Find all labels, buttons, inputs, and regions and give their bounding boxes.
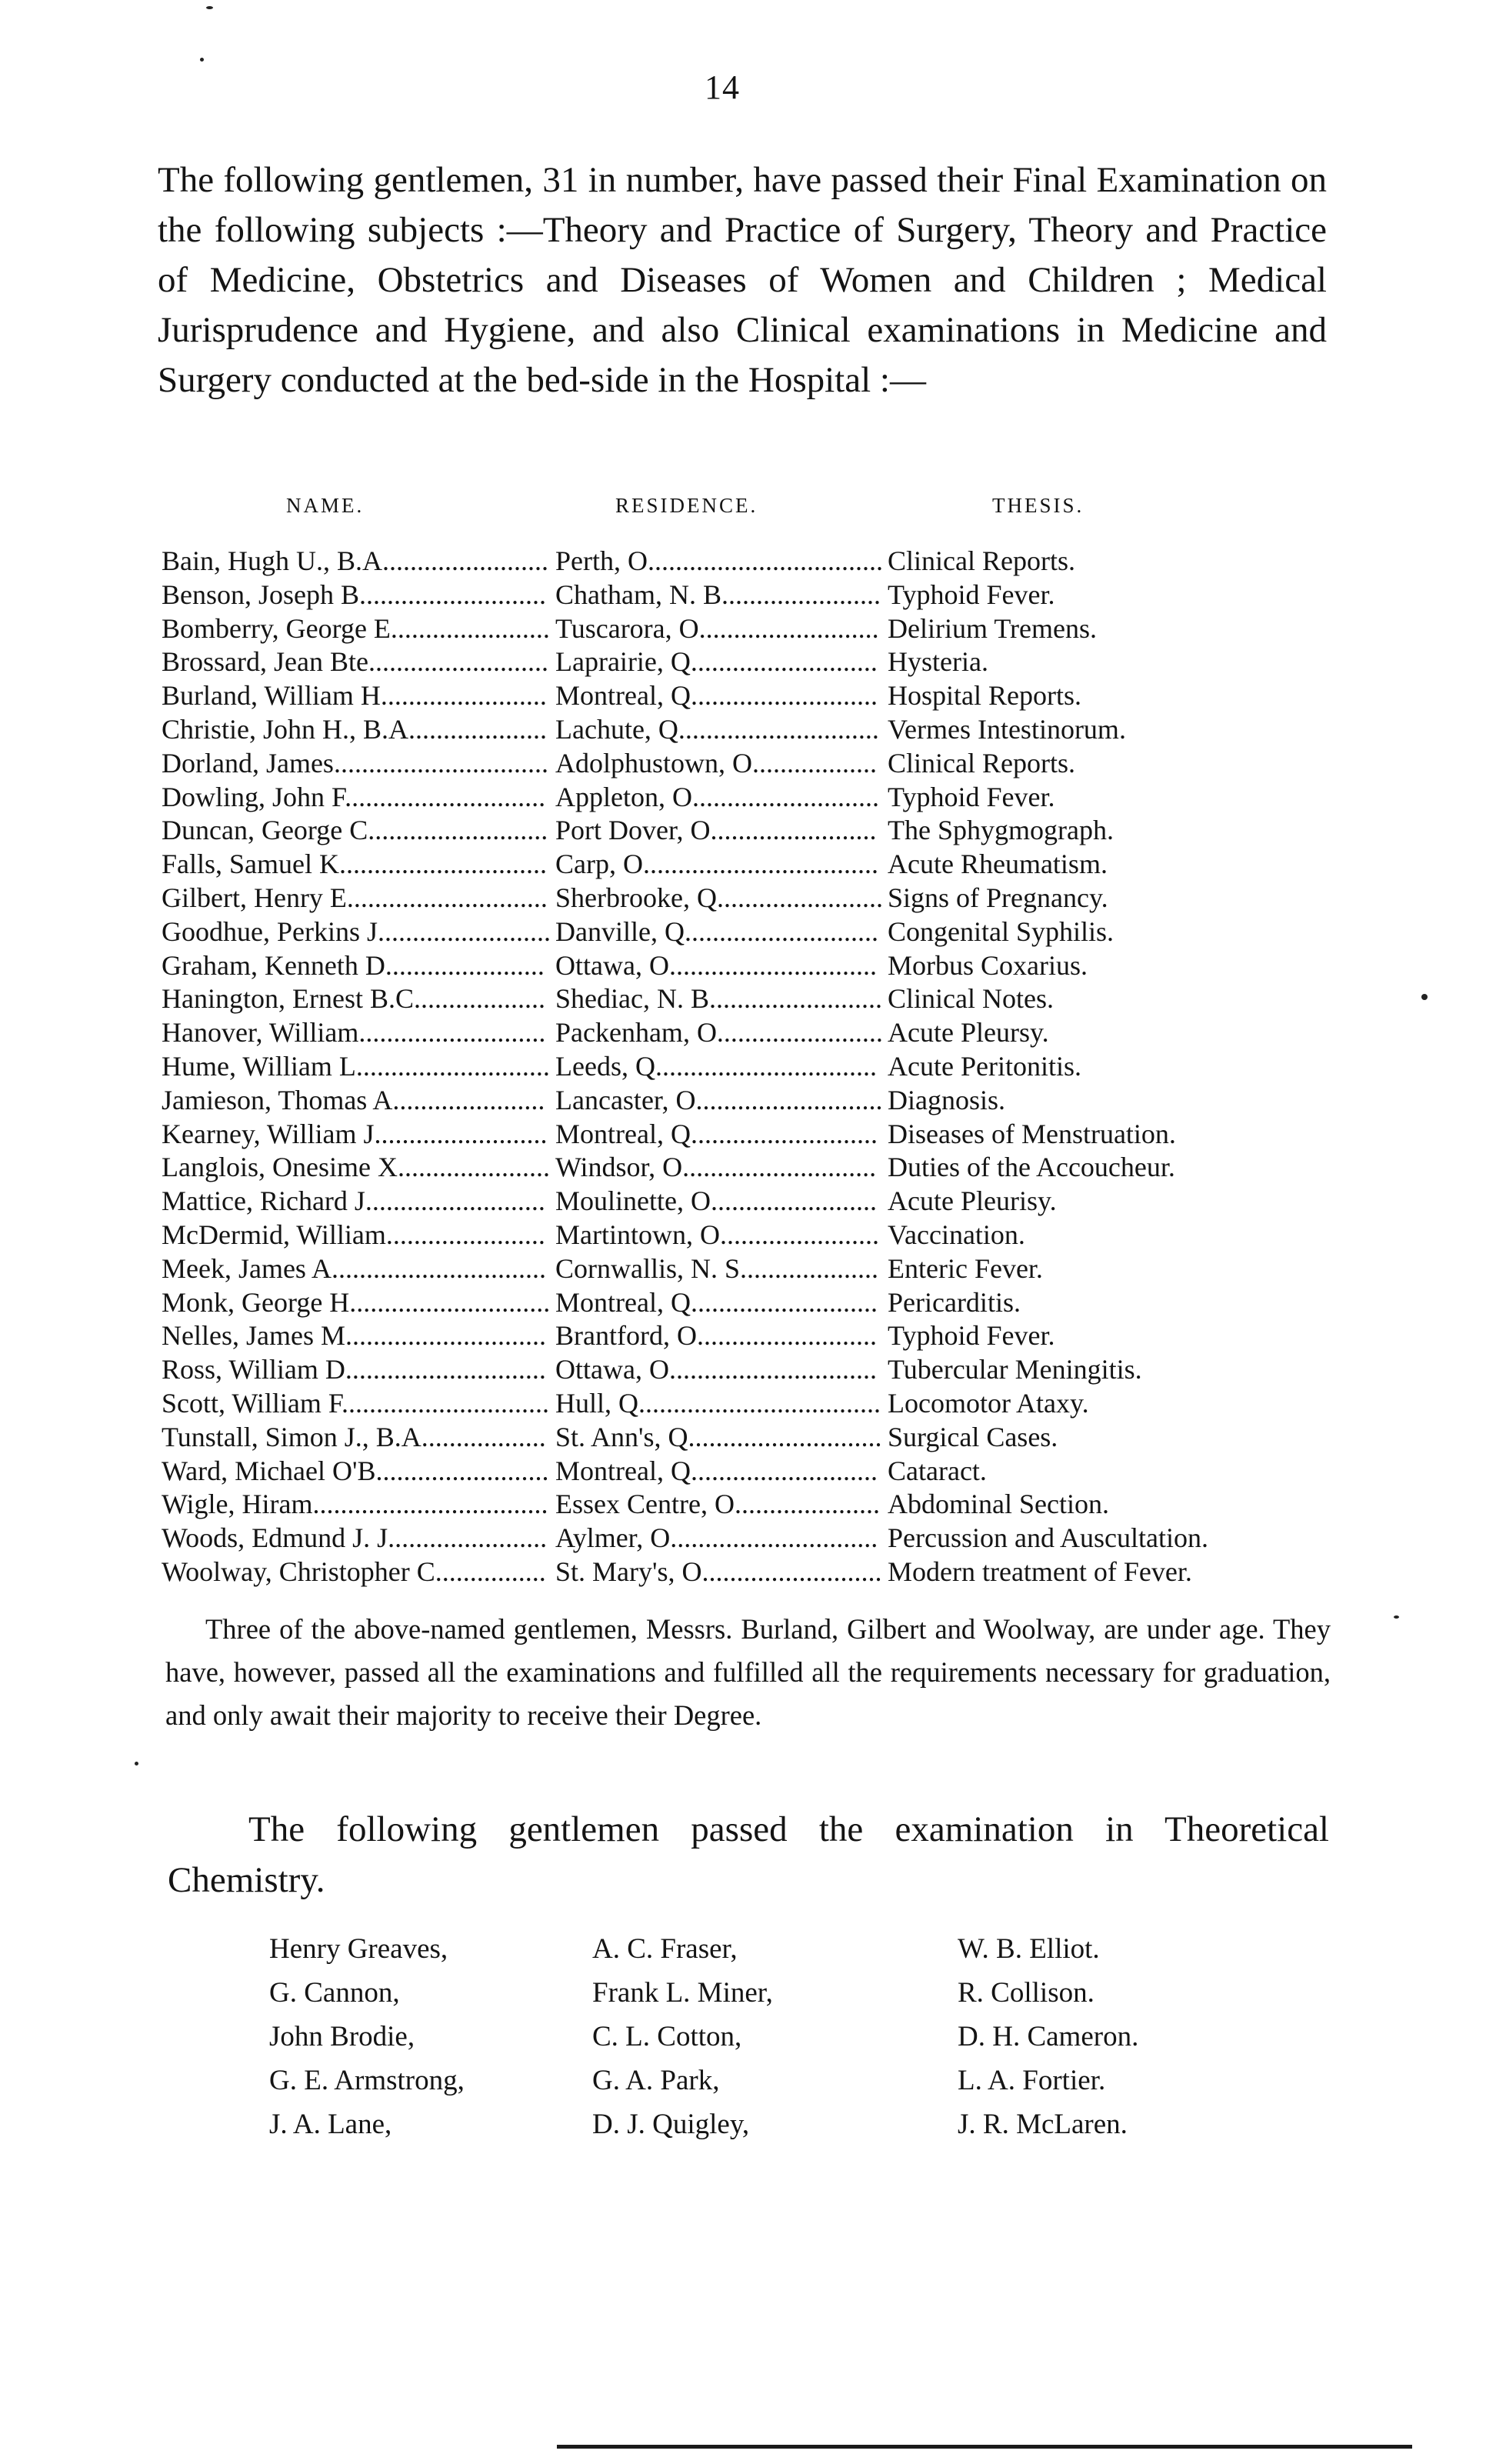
- graduate-thesis: Clinical Notes.: [888, 983, 1054, 1015]
- chemistry-name: A. C. Fraser,: [592, 1933, 738, 1965]
- graduate-row: [162, 1050, 1315, 1084]
- graduate-thesis: Surgical Cases.: [888, 1421, 1058, 1452]
- header-thesis: THESIS.: [992, 494, 1085, 517]
- graduate-row: [162, 1252, 1315, 1286]
- graduate-residence: Hull, Q...................................: [555, 1387, 881, 1419]
- graduate-name: Langlois, Onesime X......................: [162, 1152, 550, 1183]
- graduate-residence: Montreal, Q...........................: [555, 1286, 878, 1318]
- scan-speck: [206, 6, 213, 9]
- graduate-thesis: Abdominal Section.: [888, 1489, 1109, 1520]
- under-age-note: [165, 1608, 1331, 1737]
- chemistry-heading-text: The following gentlemen passed the examination in Theoretical Chemistry.: [168, 1809, 1329, 1900]
- chemistry-name: G. A. Park,: [592, 2065, 720, 2096]
- graduate-thesis: The Sphygmograph.: [888, 815, 1114, 846]
- graduate-residence: Lancaster, O...........................: [555, 1084, 883, 1115]
- graduate-residence: Windsor, O............................: [555, 1152, 877, 1183]
- page-bottom-rule: [557, 2445, 1412, 2449]
- header-name: NAME.: [286, 494, 365, 517]
- graduate-residence: Shediac, N. B.........................: [555, 983, 882, 1015]
- graduate-thesis: Clinical Reports.: [888, 747, 1075, 779]
- graduate-thesis: Duties of the Accoucheur.: [888, 1152, 1175, 1183]
- graduate-thesis: Enteric Fever.: [888, 1252, 1043, 1284]
- graduate-name: Tunstall, Simon J., B.A..................: [162, 1421, 546, 1452]
- graduate-name: Christie, John H., B.A....................: [162, 713, 548, 745]
- graduate-name: Duncan, George C..........................: [162, 815, 548, 846]
- graduate-row: [162, 713, 1315, 747]
- graduate-thesis: Tubercular Meningitis.: [888, 1354, 1142, 1385]
- graduate-residence: Chatham, N. B.......................: [555, 578, 881, 610]
- graduate-name: Benson, Joseph B...........................: [162, 578, 547, 610]
- graduate-row: [162, 882, 1315, 915]
- graduate-residence: Packenham, O........................: [555, 1017, 883, 1049]
- graduate-residence: Brantford, O..........................: [555, 1320, 877, 1352]
- chemistry-name: L. A. Fortier.: [958, 2065, 1106, 2096]
- chemistry-name: W. B. Elliot.: [958, 1933, 1100, 1965]
- graduate-row: [162, 645, 1315, 679]
- graduate-thesis: Vaccination.: [888, 1219, 1025, 1250]
- graduate-residence: Leeds, Q................................: [555, 1050, 877, 1082]
- graduate-thesis: Acute Pleursy.: [888, 1017, 1049, 1049]
- graduate-thesis: Diseases of Menstruation.: [888, 1118, 1176, 1149]
- graduate-thesis: Acute Peritonitis.: [888, 1050, 1081, 1082]
- chemistry-name: John Brodie,: [269, 2021, 415, 2052]
- graduate-roll: [162, 545, 1315, 1589]
- scan-speck: [1421, 994, 1428, 1000]
- graduate-thesis: Typhoid Fever.: [888, 1320, 1055, 1352]
- graduate-row: [162, 915, 1315, 949]
- graduate-row: [162, 949, 1315, 983]
- graduate-residence: Laprairie, Q...........................: [555, 646, 878, 678]
- graduate-row: [162, 1555, 1315, 1589]
- graduate-name: Woolway, Christopher C................: [162, 1555, 546, 1587]
- graduate-thesis: Delirium Tremens.: [888, 612, 1098, 644]
- graduate-residence: Montreal, Q...........................: [555, 1118, 878, 1149]
- graduate-name: Scott, William F..............................: [162, 1387, 550, 1419]
- graduate-row: [162, 1084, 1315, 1118]
- graduate-name: Woods, Edmund J. J.......................: [162, 1522, 548, 1554]
- graduate-name: Bomberry, George E.......................: [162, 612, 550, 644]
- graduate-name: Brossard, Jean Bte..........................: [162, 646, 548, 678]
- chemistry-name: J. R. McLaren.: [958, 2109, 1128, 2140]
- graduate-row: [162, 1421, 1315, 1455]
- graduate-name: Hanover, William...........................: [162, 1017, 546, 1049]
- graduate-thesis: Signs of Pregnancy.: [888, 882, 1108, 913]
- graduate-thesis: Cataract.: [888, 1455, 987, 1486]
- graduate-residence: Adolphustown, O..................: [555, 747, 878, 779]
- graduate-residence: Perth, O..................................: [555, 545, 883, 576]
- graduate-name: Jamieson, Thomas A......................: [162, 1084, 545, 1115]
- graduate-thesis: Acute Rheumatism.: [888, 849, 1108, 880]
- graduate-residence: Montreal, Q...........................: [555, 680, 878, 712]
- graduate-residence: Cornwallis, N. S....................: [555, 1252, 879, 1284]
- chemistry-name: Henry Greaves,: [269, 1933, 448, 1965]
- graduate-name: Wigle, Hiram..................................: [162, 1489, 548, 1520]
- graduate-residence: Sherbrooke, Q........................: [555, 882, 883, 913]
- chemistry-name: J. A. Lane,: [269, 2109, 392, 2140]
- chemistry-name-grid: [269, 1927, 1234, 2146]
- graduate-name: Kearney, William J.........................: [162, 1118, 548, 1149]
- scan-speck: [1394, 1615, 1399, 1619]
- graduate-name: Gilbert, Henry E.............................: [162, 882, 548, 913]
- graduate-row: [162, 545, 1315, 578]
- graduate-name: Mattice, Richard J..........................: [162, 1185, 545, 1217]
- graduate-thesis: Vermes Intestinorum.: [888, 713, 1126, 745]
- scan-speck: [200, 58, 204, 62]
- graduate-residence: Port Dover, O........................: [555, 815, 877, 846]
- graduate-row: [162, 848, 1315, 882]
- graduate-thesis: Typhoid Fever.: [888, 578, 1055, 610]
- graduate-thesis: Typhoid Fever.: [888, 781, 1055, 812]
- graduate-row: [162, 1387, 1315, 1421]
- graduate-row: [162, 1522, 1315, 1555]
- graduate-residence: Montreal, Q...........................: [555, 1455, 878, 1486]
- chemistry-heading: [168, 1804, 1329, 1906]
- graduate-row: [162, 747, 1315, 781]
- graduate-name: Ward, Michael O'B.........................: [162, 1455, 549, 1486]
- graduate-residence: Martintown, O.......................: [555, 1219, 879, 1250]
- graduate-residence: Danville, Q............................: [555, 915, 878, 947]
- graduate-row: [162, 781, 1315, 815]
- chemistry-name: Frank L. Miner,: [592, 1977, 773, 2009]
- graduate-row: [162, 1219, 1315, 1252]
- graduate-row: [162, 612, 1315, 646]
- graduate-thesis: Modern treatment of Fever.: [888, 1555, 1192, 1587]
- graduate-row: [162, 1353, 1315, 1387]
- graduate-residence: Aylmer, O..............................: [555, 1522, 878, 1554]
- graduate-name: Monk, George H.............................: [162, 1286, 551, 1318]
- page-number: 14: [705, 68, 740, 106]
- chemistry-name: G. E. Armstrong,: [269, 2065, 465, 2096]
- chemistry-name: C. L. Cotton,: [592, 2021, 742, 2052]
- graduate-residence: Moulinette, O........................: [555, 1185, 877, 1217]
- graduate-row: [162, 1488, 1315, 1522]
- header-residence: RESIDENCE.: [615, 494, 758, 517]
- graduate-row: [162, 578, 1315, 612]
- graduate-thesis: Morbus Coxarius.: [888, 949, 1088, 981]
- graduate-row: [162, 1319, 1315, 1353]
- graduate-thesis: Percussion and Auscultation.: [888, 1522, 1208, 1554]
- graduate-residence: Ottawa, O..............................: [555, 949, 877, 981]
- graduate-row: [162, 1185, 1315, 1219]
- graduate-name: Meek, James A...............................: [162, 1252, 546, 1284]
- graduate-thesis: Clinical Reports.: [888, 545, 1075, 576]
- graduate-name: Ross, William D.............................: [162, 1354, 546, 1385]
- graduate-thesis: Locomotor Ataxy.: [888, 1387, 1089, 1419]
- graduate-name: Nelles, James M.............................: [162, 1320, 546, 1352]
- chemistry-name: R. Collison.: [958, 1977, 1095, 2009]
- graduate-thesis: Hospital Reports.: [888, 680, 1081, 712]
- chemistry-name: D. J. Quigley,: [592, 2109, 750, 2140]
- graduate-name: Hanington, Ernest B.C...................: [162, 983, 545, 1015]
- chemistry-name: G. Cannon,: [269, 1977, 400, 2009]
- scan-speck: [135, 1762, 138, 1765]
- graduate-residence: Essex Centre, O.....................: [555, 1489, 880, 1520]
- graduate-row: [162, 1016, 1315, 1050]
- graduate-thesis: Congenital Syphilis.: [888, 915, 1115, 947]
- graduate-row: [162, 1118, 1315, 1152]
- graduate-residence: Lachute, Q.............................: [555, 713, 879, 745]
- graduate-thesis: Hysteria.: [888, 646, 988, 678]
- graduate-residence: Ottawa, O..............................: [555, 1354, 877, 1385]
- graduate-residence: Carp, O..................................: [555, 849, 878, 880]
- graduate-residence: St. Mary's, O..........................: [555, 1555, 882, 1587]
- graduate-residence: Appleton, O...........................: [555, 781, 879, 812]
- graduate-name: Graham, Kenneth D.......................: [162, 949, 545, 981]
- graduate-name: McDermid, William.......................: [162, 1219, 545, 1250]
- graduate-name: Burland, William H........................: [162, 680, 547, 712]
- graduate-residence: Tuscarora, O..........................: [555, 612, 879, 644]
- graduate-name: Dorland, James...............................: [162, 747, 548, 779]
- graduate-row: [162, 1286, 1315, 1320]
- graduate-name: Bain, Hugh U., B.A........................: [162, 545, 548, 576]
- graduate-residence: St. Ann's, Q............................: [555, 1421, 882, 1452]
- graduate-name: Dowling, John F.............................: [162, 781, 546, 812]
- graduate-name: Falls, Samuel K..............................: [162, 849, 547, 880]
- under-age-note-text: Three of the above-named gentlemen, Messrs. Burland, Gilbert and Woolway, are under age. They have, however, passed all the examinations and fulfilled all the requirements necessary for graduation, and only await their majority to receive their Degree.: [165, 1613, 1331, 1731]
- graduate-name: Goodhue, Perkins J.........................: [162, 915, 551, 947]
- graduate-thesis: Pericarditis.: [888, 1286, 1021, 1318]
- graduate-thesis: Acute Pleurisy.: [888, 1185, 1057, 1217]
- graduate-row: [162, 1455, 1315, 1489]
- chemistry-name: D. H. Cameron.: [958, 2021, 1139, 2052]
- graduate-row: [162, 814, 1315, 848]
- graduate-row: [162, 1151, 1315, 1185]
- graduate-row: [162, 982, 1315, 1016]
- intro-paragraph: The following gentlemen, 31 in number, have passed their Final Examination on the following subjects :—Theory and Practice of Surgery, Theory and Practice of Medicine, Obstetrics and Diseases of Women and Children ; Medical Jurisprudence and Hygiene, and also Clinical examinations in Medicine and Surgery conducted at the bed-side in the Hospital :—: [158, 160, 1327, 400]
- graduate-name: Hume, William L............................: [162, 1050, 550, 1082]
- graduate-thesis: Diagnosis.: [888, 1084, 1005, 1115]
- graduate-row: [162, 679, 1315, 713]
